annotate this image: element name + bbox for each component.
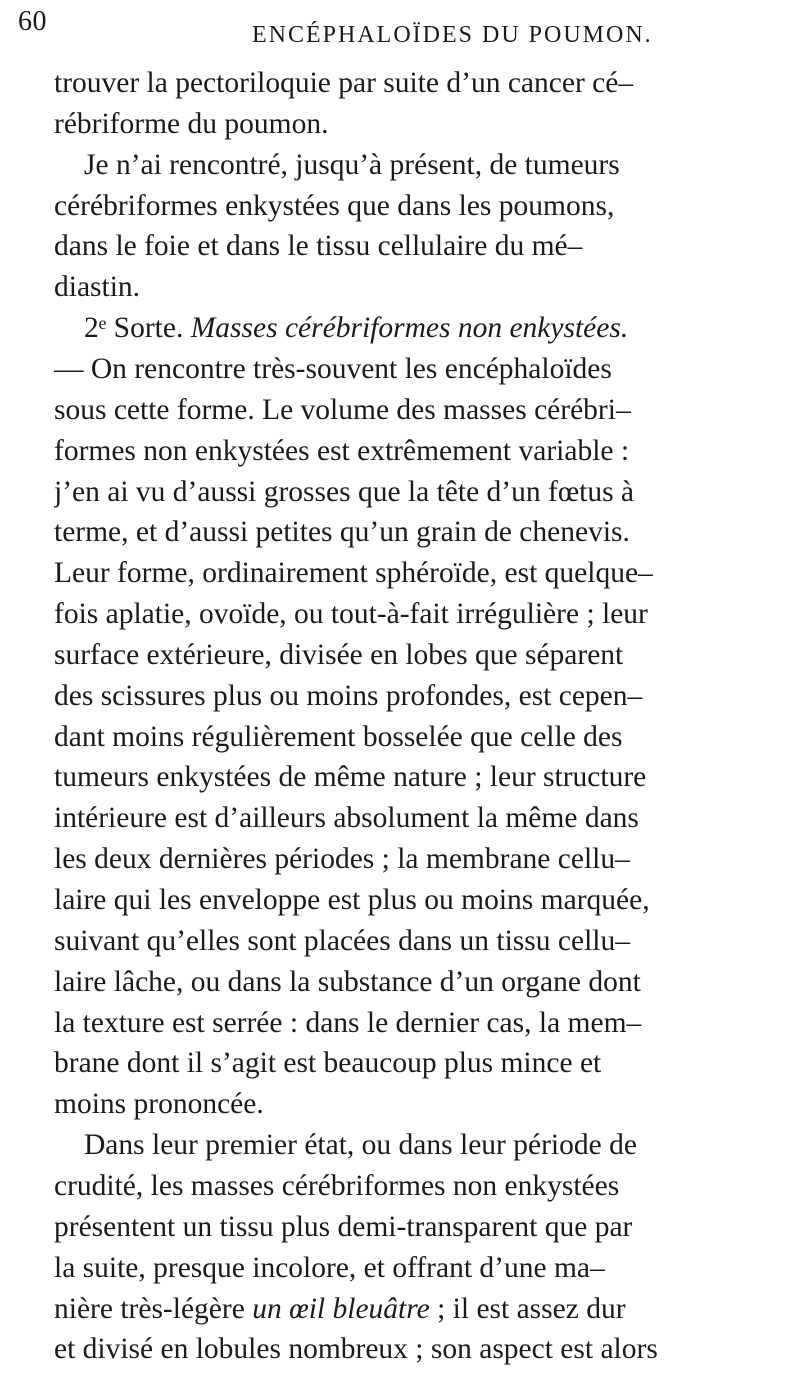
text-line xyxy=(54,838,780,880)
text-segment: suivant qu’elles sont placées dans un tissu cellu– xyxy=(54,924,630,957)
text-line xyxy=(54,879,780,921)
page-number: 60 xyxy=(18,6,47,37)
text-line xyxy=(54,1165,780,1207)
text-segment: les deux dernières périodes ; la membrane cellu– xyxy=(54,843,630,876)
text-line xyxy=(54,593,780,635)
text-segment: laire qui les enveloppe est plus ou moins marquée, xyxy=(54,884,650,916)
text-line xyxy=(54,797,780,839)
text-segment: la suite, presque incolore, et offrant d’une ma– xyxy=(54,1251,605,1284)
text-line xyxy=(54,266,780,308)
text-line xyxy=(54,1206,780,1248)
text-line xyxy=(54,634,780,676)
text-segment: des scissures plus ou moins profondes, est cepen– xyxy=(54,679,643,712)
text-segment: dant moins régulièrement bosselée que celle des xyxy=(54,720,623,753)
text-segment: la texture est serrée : dans le dernier cas, la mem– xyxy=(54,1006,642,1039)
text-line xyxy=(54,1288,780,1330)
text-line xyxy=(54,1002,780,1044)
text-line xyxy=(54,920,780,962)
text-segment: cérébriformes enkystées que dans les poumons, xyxy=(54,189,615,222)
text-line xyxy=(54,961,780,1003)
text-segment: nière très-légère xyxy=(54,1292,253,1325)
text-line xyxy=(54,1328,780,1370)
text-segment: tumeurs enkystées de même nature ; leur structure xyxy=(54,761,647,794)
text-segment: Leur forme, ordinairement sphéroïde, est quelque– xyxy=(54,557,653,590)
text-line xyxy=(84,1124,780,1166)
text-line xyxy=(54,348,780,390)
text-line xyxy=(54,103,780,145)
text-segment: fois aplatie, ovoïde, ou tout-à-fait irrégulière ; leur xyxy=(54,598,648,631)
text-line xyxy=(54,62,780,104)
text-line xyxy=(54,225,780,267)
italic-text-segment: Masses cérébriformes non enkystées. xyxy=(190,312,629,345)
text-line xyxy=(54,185,780,227)
text-segment: sous cette forme. Le volume des masses cérébri– xyxy=(54,393,631,426)
text-segment: présentent un tissu plus demi-transparent que par xyxy=(54,1210,633,1243)
text-line xyxy=(54,511,780,553)
text-segment: trouver la pectoriloquie par suite d’un cancer cé– xyxy=(54,67,634,99)
text-line xyxy=(54,430,780,472)
text-segment: intérieure est d’ailleurs absolument la même dans xyxy=(54,802,639,835)
text-line xyxy=(54,471,780,513)
italic-text-segment: un œil bleuâtre xyxy=(252,1292,430,1325)
text-segment: laire lâche, ou dans la substance d’un organe dont xyxy=(54,965,641,998)
text-line xyxy=(84,307,780,349)
text-line xyxy=(54,552,780,594)
text-segment: brane dont il s’agit est beaucoup plus mince et xyxy=(54,1047,602,1080)
text-line xyxy=(54,756,780,798)
text-segment: crudité, les masses cérébriformes non enkystées xyxy=(54,1169,620,1202)
text-line xyxy=(54,716,780,758)
text-segment: et divisé en lobules nombreux ; son aspect est alors xyxy=(54,1333,658,1366)
text-line xyxy=(54,389,780,431)
text-line xyxy=(84,144,780,186)
text-segment: 2ᵉ Sorte. xyxy=(84,312,191,345)
text-segment: Je n’ai rencontré, jusqu’à présent, de tumeurs xyxy=(84,148,620,181)
text-segment: — On rencontre très-souvent les encéphaloïdes xyxy=(54,352,612,385)
text-segment: dans le foie et dans le tissu cellulaire du mé– xyxy=(54,230,583,263)
text-segment: surface extérieure, divisée en lobes que séparent xyxy=(54,638,624,671)
text-segment: Dans leur premier état, ou dans leur période de xyxy=(84,1129,637,1162)
running-head: ENCÉPHALOÏDES DU POUMON. xyxy=(252,22,653,48)
text-segment: rébriforme du poumon. xyxy=(54,107,329,140)
text-segment: j’en ai vu d’aussi grosses que la tête d’un fœtus à xyxy=(54,475,635,508)
text-segment: diastin. xyxy=(54,271,141,304)
text-segment: terme, et d’aussi petites qu’un grain de chenevis. xyxy=(54,516,630,549)
text-line xyxy=(54,675,780,717)
text-segment: formes non enkystées est extrêmement variable : xyxy=(54,434,630,467)
text-segment: ; il est assez dur xyxy=(429,1292,626,1325)
text-line xyxy=(54,1042,780,1084)
text-segment: moins prononcée. xyxy=(54,1088,264,1121)
text-line xyxy=(54,1083,780,1125)
text-line xyxy=(54,1247,780,1289)
